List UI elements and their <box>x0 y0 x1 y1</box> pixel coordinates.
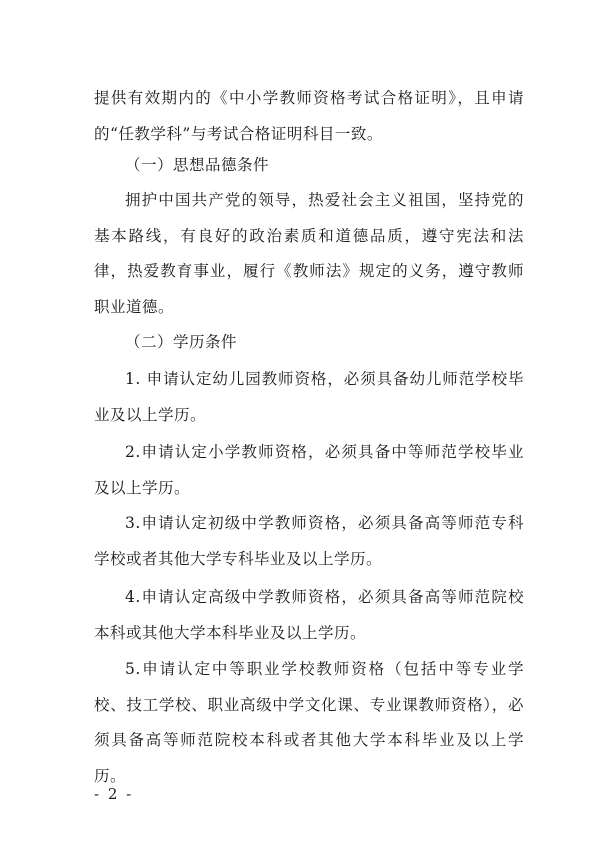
item-junior-middle-school: 3.申请认定初级中学教师资格，必须具备高等师范专科学校或者其他大学专科毕业及以上学历。 <box>94 514 524 568</box>
heading-education-conditions: （二）学历条件 <box>125 333 238 351</box>
item-vocational-school: 5.申请认定中等职业学校教师资格（包括中等专业学校、技工学校、职业高级中学文化课、专业课教师资格），必须具备高等师范院校本科或者其他大学本科毕业及以上学历。 <box>94 660 524 785</box>
paragraph-moral-conditions: 拥护中国共产党的领导，热爱社会主义祖国，坚持党的基本路线，有良好的政治素质和道德品质，遵守宪法和法律，热爱教育事业，履行《教师法》规定的义务，遵守教师职业道德。 <box>94 191 524 316</box>
item-primary-school: 2.申请认定小学教师资格，必须具备中等师范学校毕业及以上学历。 <box>94 443 524 497</box>
page-number: - 2 - <box>94 785 134 803</box>
paragraph-exam-certificate: 提供有效期内的《中小学教师资格考试合格证明》，且申请的“任教学科”与考试合格证明科目一致。 <box>94 89 524 143</box>
item-kindergarten: 1. 申请认定幼儿园教师资格，必须具备幼儿师范学校毕业及以上学历。 <box>94 370 524 424</box>
heading-moral-conditions: （一）思想品德条件 <box>125 156 270 174</box>
item-senior-middle-school: 4.申请认定高级中学教师资格，必须具备高等师范院校本科或其他大学本科毕业及以上学历。 <box>94 588 524 642</box>
